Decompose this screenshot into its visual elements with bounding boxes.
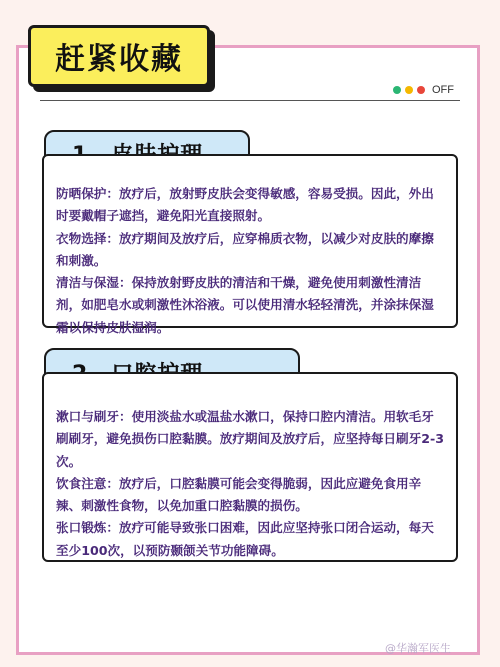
title-badge: [28, 25, 210, 87]
section-content-oral: [42, 372, 458, 562]
watermark: @华瀚军医生: [385, 642, 451, 655]
yellow-dot-icon: [405, 86, 413, 94]
off-label: OFF: [432, 84, 454, 96]
green-dot-icon: [393, 86, 401, 94]
paragraph: 防晒保护：放疗后，放射野皮肤会变得敏感，容易受损。因此，外出时要戴帽子遮挡，避免阳光直接照射。: [56, 186, 434, 224]
page-title: 赶紧收藏: [55, 42, 183, 77]
paragraph: 饮食注意：放疗后，口腔黏膜可能会变得脆弱，因此应避免食用辛辣、刺激性食物，以免加重口腔黏膜的损伤。: [56, 475, 422, 514]
status-indicator: [393, 84, 454, 96]
section-content-skin: [42, 154, 458, 335]
paragraph: 张口锻炼：放疗可能导致张口困难，因此应坚持张口闭合运动，每天至少100次，以预防颞颌关节功能障碍。: [56, 520, 434, 558]
red-dot-icon: [417, 86, 425, 94]
paragraph: 衣物选择：放疗期间及放疗后，应穿棉质衣物，以减少对皮肤的摩擦和刺激。: [56, 230, 434, 268]
paragraph: 清洁与保湿：保持放射野皮肤的清洁和干燥，避免使用刺激性清洁剂，如肥皂水或刺激性沐浴液。可以使用清水轻轻清洗，并涂抹保湿霜以保持皮肤湿润。: [56, 275, 434, 335]
paragraph: 漱口与刷牙：使用淡盐水或温盐水漱口，保持口腔内清洁。用软毛牙刷刷牙，避免损伤口腔黏膜。放疗期间及放疗后，应坚持每日刷牙2-3次。: [56, 409, 444, 469]
header-divider: [40, 100, 460, 101]
